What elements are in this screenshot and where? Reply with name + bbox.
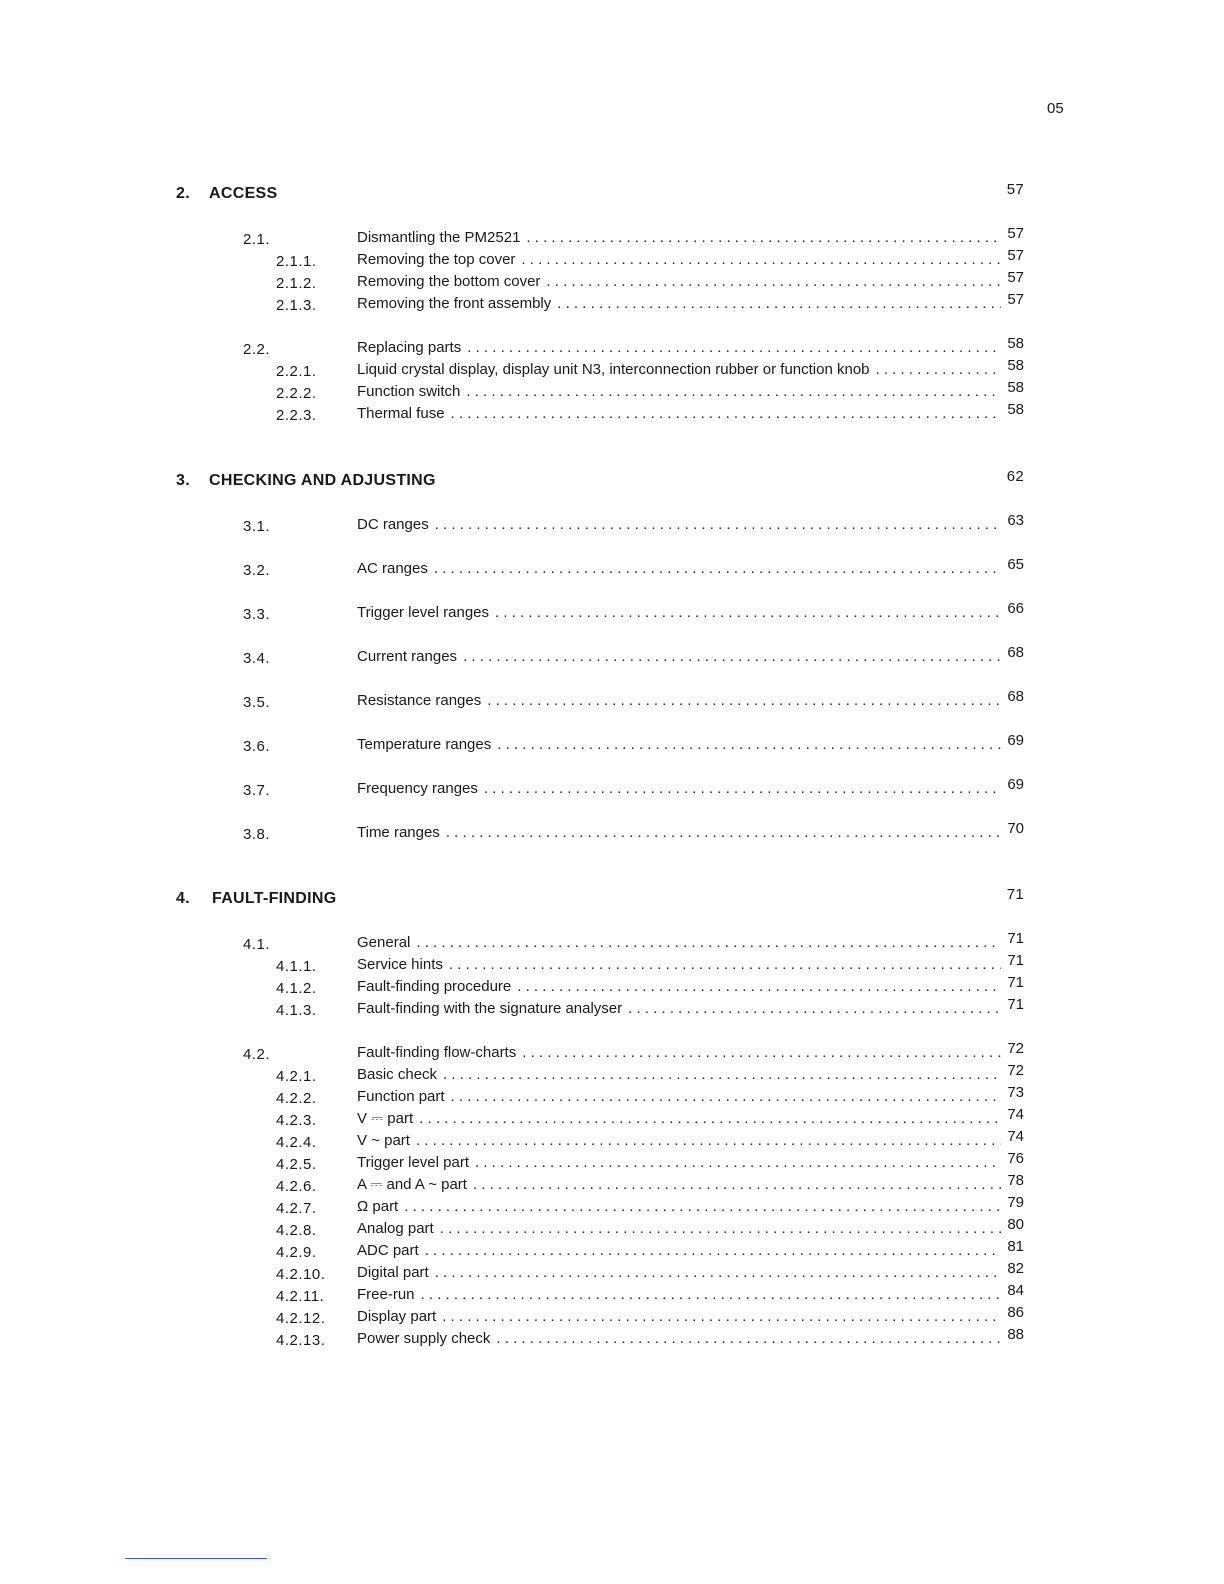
dot-leader bbox=[495, 603, 1001, 623]
dot-leader bbox=[487, 691, 1001, 711]
entry-label: ADC part bbox=[357, 1242, 419, 1259]
entry-number: 4.2. bbox=[243, 1046, 271, 1063]
entry-page: 74 bbox=[1007, 1128, 1024, 1145]
dot-leader bbox=[475, 1153, 1001, 1173]
toc-entry bbox=[0, 1282, 1024, 1307]
dot-leader bbox=[496, 1329, 1001, 1349]
entry-number: 2.2.3. bbox=[276, 407, 317, 424]
entry-label: Temperature ranges bbox=[357, 736, 492, 753]
entry-label: Resistance ranges bbox=[357, 692, 482, 709]
toc-entry bbox=[0, 1040, 1024, 1065]
toc-entry bbox=[0, 1128, 1024, 1153]
toc-entry bbox=[0, 379, 1024, 404]
section-heading bbox=[0, 468, 1024, 494]
toc-entry bbox=[0, 820, 1024, 845]
toc-entry bbox=[0, 225, 1024, 250]
toc-entry bbox=[0, 776, 1024, 801]
entry-page: 86 bbox=[1007, 1304, 1024, 1321]
dot-leader bbox=[419, 1109, 1001, 1129]
entry-label: Power supply check bbox=[357, 1330, 491, 1347]
dot-leader bbox=[521, 250, 1001, 270]
entry-page: 68 bbox=[1007, 688, 1024, 705]
toc-entry bbox=[0, 247, 1024, 272]
section-page: 62 bbox=[1006, 468, 1024, 485]
entry-label: Liquid crystal display, display unit N3, interconnection rubber or function knob bbox=[357, 361, 870, 378]
dot-leader bbox=[463, 647, 1001, 667]
entry-label: Replacing parts bbox=[357, 339, 462, 356]
entry-label: Display part bbox=[357, 1308, 437, 1325]
entry-number: 3.8. bbox=[243, 826, 271, 843]
entry-number: 2.1.2. bbox=[276, 275, 317, 292]
entry-number: 3.5. bbox=[243, 694, 271, 711]
dot-leader bbox=[435, 1263, 1002, 1283]
dot-leader bbox=[497, 735, 1001, 755]
dot-leader bbox=[440, 1219, 1002, 1239]
entry-number: 3.7. bbox=[243, 782, 271, 799]
entry-page: 84 bbox=[1007, 1282, 1024, 1299]
entry-number: 2.2. bbox=[243, 341, 271, 358]
toc-entry bbox=[0, 1172, 1024, 1197]
dot-leader bbox=[473, 1175, 1001, 1195]
toc-entry bbox=[0, 1326, 1024, 1351]
entry-page: 76 bbox=[1007, 1150, 1024, 1167]
entry-number: 4.1.1. bbox=[276, 958, 317, 975]
dot-leader bbox=[517, 977, 1001, 997]
entry-label: Function switch bbox=[357, 383, 461, 400]
entry-number: 4.2.8. bbox=[276, 1222, 317, 1239]
entry-label: Digital part bbox=[357, 1264, 429, 1281]
toc-entry bbox=[0, 1238, 1024, 1263]
entry-label: Fault-finding procedure bbox=[357, 978, 512, 995]
dot-leader bbox=[435, 515, 1002, 535]
toc-entry bbox=[0, 688, 1024, 713]
entry-label: Analog part bbox=[357, 1220, 434, 1237]
entry-page: 81 bbox=[1007, 1238, 1024, 1255]
entry-label: Time ranges bbox=[357, 824, 440, 841]
entry-page: 65 bbox=[1007, 556, 1024, 573]
dot-leader bbox=[557, 294, 1001, 314]
entry-page: 70 bbox=[1007, 820, 1024, 837]
dot-leader bbox=[467, 338, 1001, 358]
entry-page: 58 bbox=[1007, 335, 1024, 352]
toc-entry bbox=[0, 930, 1024, 955]
dot-leader bbox=[546, 272, 1001, 292]
entry-number: 3.6. bbox=[243, 738, 271, 755]
dot-leader bbox=[442, 1307, 1001, 1327]
toc-entry bbox=[0, 732, 1024, 757]
entry-number: 4.2.10. bbox=[276, 1266, 326, 1283]
footer-rule bbox=[125, 1558, 267, 1559]
entry-label: DC ranges bbox=[357, 516, 429, 533]
entry-page: 66 bbox=[1007, 600, 1024, 617]
toc-entry bbox=[0, 269, 1024, 294]
entry-page: 58 bbox=[1007, 379, 1024, 396]
section-number: 2. bbox=[176, 185, 190, 202]
entry-label: Free-run bbox=[357, 1286, 415, 1303]
entry-number: 4.2.1. bbox=[276, 1068, 317, 1085]
dot-leader bbox=[425, 1241, 1002, 1261]
entry-label: Frequency ranges bbox=[357, 780, 478, 797]
toc-entry bbox=[0, 952, 1024, 977]
entry-page: 72 bbox=[1007, 1040, 1024, 1057]
dot-leader bbox=[404, 1197, 1001, 1217]
entry-number: 4.2.9. bbox=[276, 1244, 317, 1261]
entry-page: 73 bbox=[1007, 1084, 1024, 1101]
dot-leader bbox=[451, 1087, 1002, 1107]
entry-page: 71 bbox=[1007, 996, 1024, 1013]
toc-entry bbox=[0, 600, 1024, 625]
section-heading bbox=[0, 181, 1024, 207]
dot-leader bbox=[446, 823, 1002, 843]
entry-label: Trigger level ranges bbox=[357, 604, 490, 621]
entry-label: Basic check bbox=[357, 1066, 438, 1083]
entry-page: 72 bbox=[1007, 1062, 1024, 1079]
toc-entry bbox=[0, 1260, 1024, 1285]
entry-number: 4.2.4. bbox=[276, 1134, 317, 1151]
entry-number: 3.3. bbox=[243, 606, 271, 623]
entry-number: 4.1.2. bbox=[276, 980, 317, 997]
dot-leader bbox=[484, 779, 1001, 799]
entry-page: 78 bbox=[1007, 1172, 1024, 1189]
dot-leader bbox=[876, 360, 1002, 380]
section-title: CHECKING AND ADJUSTING bbox=[209, 472, 436, 489]
entry-label: Dismantling the PM2521 bbox=[357, 229, 521, 246]
dot-leader bbox=[421, 1285, 1002, 1305]
entry-page: 57 bbox=[1007, 291, 1024, 308]
toc-entry bbox=[0, 556, 1024, 581]
entry-page: 69 bbox=[1007, 732, 1024, 749]
entry-label: Thermal fuse bbox=[357, 405, 445, 422]
toc-entry bbox=[0, 644, 1024, 669]
entry-label: Removing the bottom cover bbox=[357, 273, 541, 290]
entry-page: 88 bbox=[1007, 1326, 1024, 1343]
section-number: 3. bbox=[176, 472, 190, 489]
dot-leader bbox=[449, 955, 1001, 975]
entry-page: 57 bbox=[1007, 225, 1024, 242]
entry-page: 57 bbox=[1007, 247, 1024, 264]
section-page: 57 bbox=[1006, 181, 1024, 198]
toc-entry bbox=[0, 1084, 1024, 1109]
entry-number: 2.1.3. bbox=[276, 297, 317, 314]
dot-leader bbox=[466, 382, 1001, 402]
entry-number: 4.1. bbox=[243, 936, 271, 953]
toc-entry bbox=[0, 401, 1024, 426]
toc-entry bbox=[0, 974, 1024, 999]
toc-entry bbox=[0, 1216, 1024, 1241]
dot-leader bbox=[416, 933, 1001, 953]
entry-label: Fault-finding with the signature analyser bbox=[357, 1000, 623, 1017]
entry-page: 68 bbox=[1007, 644, 1024, 661]
entry-number: 4.2.2. bbox=[276, 1090, 317, 1107]
entry-label: Current ranges bbox=[357, 648, 458, 665]
entry-number: 4.1.3. bbox=[276, 1002, 317, 1019]
dot-leader bbox=[628, 999, 1001, 1019]
toc-entry bbox=[0, 1106, 1024, 1131]
entry-number: 2.2.2. bbox=[276, 385, 317, 402]
entry-label: AC ranges bbox=[357, 560, 428, 577]
entry-label: Removing the top cover bbox=[357, 251, 516, 268]
entry-page: 71 bbox=[1007, 930, 1024, 947]
section-number: 4. bbox=[176, 890, 190, 907]
toc-entry bbox=[0, 996, 1024, 1021]
entry-page: 80 bbox=[1007, 1216, 1024, 1233]
entry-number: 4.2.11. bbox=[276, 1288, 325, 1305]
toc-entry bbox=[0, 1304, 1024, 1329]
toc-entry bbox=[0, 1062, 1024, 1087]
entry-number: 4.2.7. bbox=[276, 1200, 317, 1217]
toc-entry bbox=[0, 357, 1024, 382]
page-number: 05 bbox=[1047, 100, 1064, 117]
entry-number: 2.1.1. bbox=[276, 253, 317, 270]
entry-number: 4.2.6. bbox=[276, 1178, 317, 1195]
dot-leader bbox=[443, 1065, 1001, 1085]
entry-number: 3.2. bbox=[243, 562, 271, 579]
entry-number: 4.2.3. bbox=[276, 1112, 317, 1129]
section-heading bbox=[0, 886, 1024, 912]
entry-label: Fault-finding flow-charts bbox=[357, 1044, 517, 1061]
entry-page: 58 bbox=[1007, 401, 1024, 418]
section-page: 71 bbox=[1006, 886, 1024, 903]
dot-leader bbox=[526, 228, 1001, 248]
entry-page: 71 bbox=[1007, 974, 1024, 991]
entry-number: 2.1. bbox=[243, 231, 271, 248]
dot-leader bbox=[451, 404, 1002, 424]
entry-number: 2.2.1. bbox=[276, 363, 317, 380]
entry-page: 69 bbox=[1007, 776, 1024, 793]
entry-page: 63 bbox=[1007, 512, 1024, 529]
entry-label: Ω part bbox=[357, 1198, 399, 1215]
entry-page: 71 bbox=[1007, 952, 1024, 969]
dot-leader bbox=[522, 1043, 1001, 1063]
entry-number: 4.2.13. bbox=[276, 1332, 326, 1349]
dot-leader bbox=[434, 559, 1001, 579]
entry-page: 79 bbox=[1007, 1194, 1024, 1211]
section-title: FAULT-FINDING bbox=[212, 890, 337, 907]
entry-label: A ⎓ and A ~ part bbox=[357, 1176, 467, 1193]
entry-label: Removing the front assembly bbox=[357, 295, 552, 312]
dot-leader bbox=[416, 1131, 1001, 1151]
entry-number: 3.1. bbox=[243, 518, 271, 535]
entry-label: V ~ part bbox=[357, 1132, 410, 1149]
toc-entry bbox=[0, 512, 1024, 537]
entry-page: 74 bbox=[1007, 1106, 1024, 1123]
entry-number: 4.2.12. bbox=[276, 1310, 326, 1327]
toc-entry bbox=[0, 291, 1024, 316]
entry-label: General bbox=[357, 934, 411, 951]
toc-entry bbox=[0, 1194, 1024, 1219]
toc-entry bbox=[0, 1150, 1024, 1175]
entry-label: Function part bbox=[357, 1088, 445, 1105]
section-title: ACCESS bbox=[209, 185, 278, 202]
entry-label: V ⎓ part bbox=[357, 1110, 414, 1127]
toc-entry bbox=[0, 335, 1024, 360]
entry-number: 4.2.5. bbox=[276, 1156, 317, 1173]
entry-page: 58 bbox=[1007, 357, 1024, 374]
entry-page: 82 bbox=[1007, 1260, 1024, 1277]
entry-page: 57 bbox=[1007, 269, 1024, 286]
entry-label: Trigger level part bbox=[357, 1154, 469, 1171]
entry-label: Service hints bbox=[357, 956, 443, 973]
entry-number: 3.4. bbox=[243, 650, 271, 667]
